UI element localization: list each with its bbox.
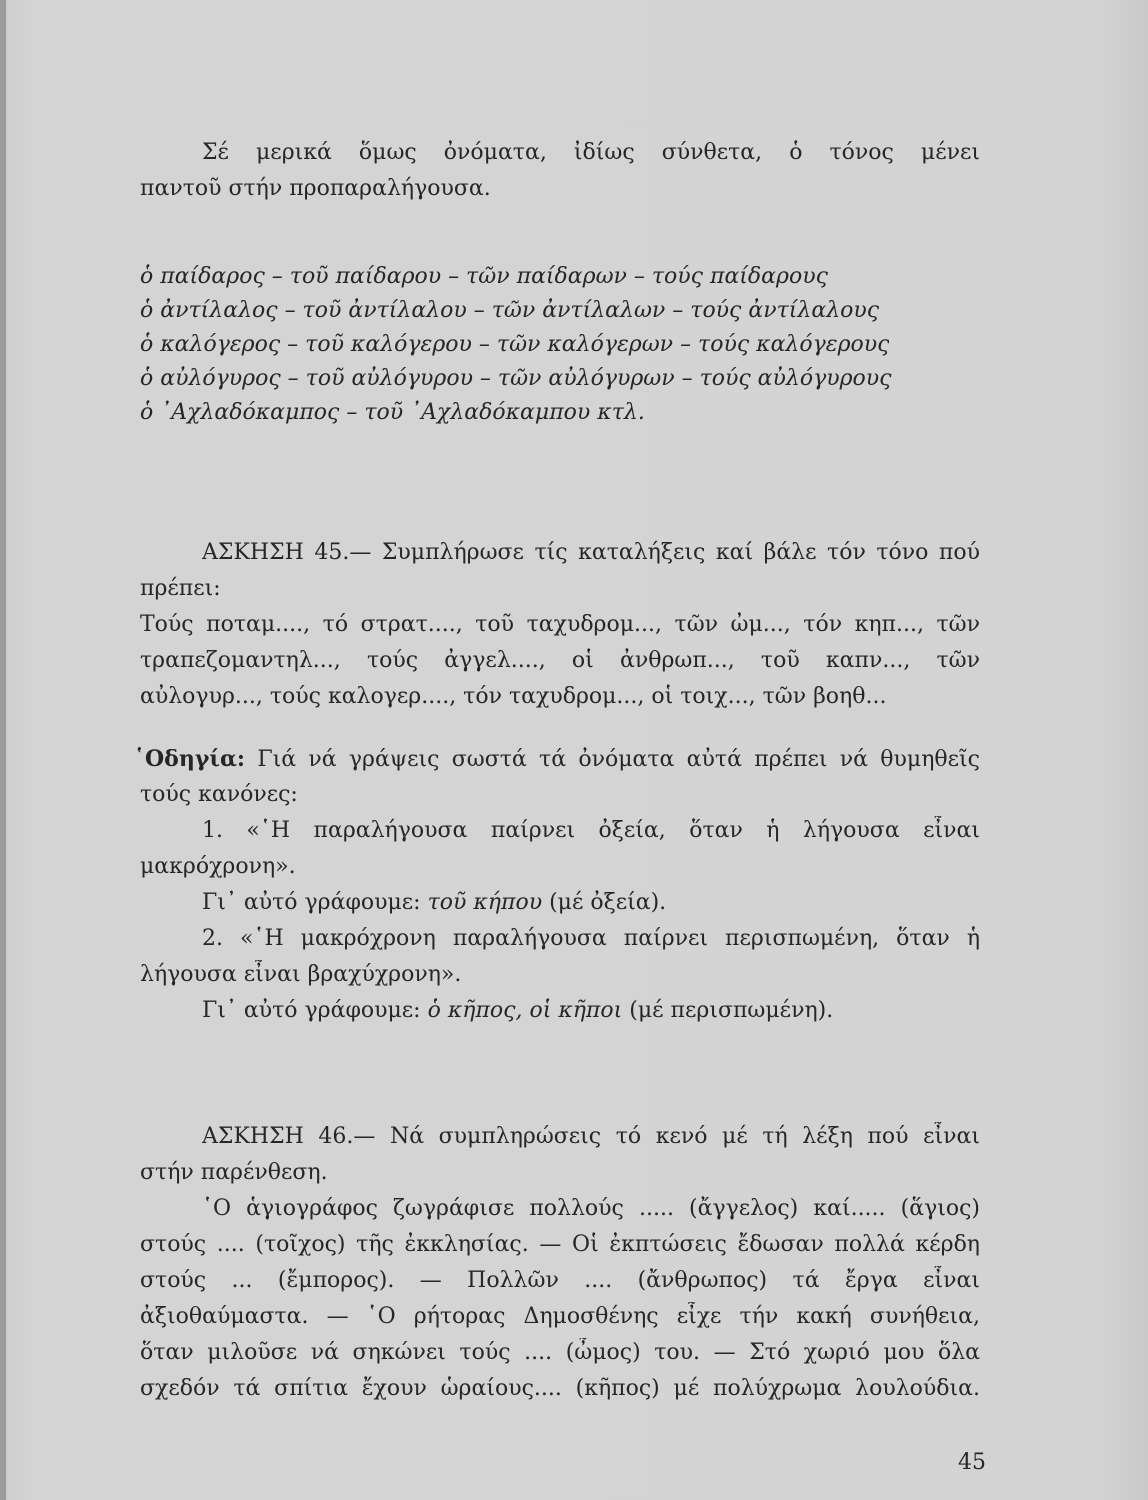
intro-paragraph — [140, 138, 980, 202]
exercise-46-heading: ΑΣΚΗΣΗ 46.— Νά συμπληρώσεις τό κενό μέ τή λέξη πού εἶναι — [202, 1124, 980, 1149]
guidance-section — [134, 744, 980, 1024]
example-1-suffix: (μέ ὀξεία). — [549, 890, 667, 915]
example-list — [140, 262, 980, 432]
example-1-prefix: Γι᾽ αὐτό γράφουμε: — [202, 890, 421, 915]
rule-1-continuation: μακρόχρονη». — [140, 854, 296, 879]
exercise-45-heading: ΑΣΚΗΣΗ 45.— Συμπλήρωσε τίς καταλήξεις καί βάλε τόν τόνο πού — [202, 540, 980, 565]
exercise-46 — [140, 1122, 980, 1412]
exercise-46-line: στούς .... (τοῖχος) τῆς ἐκκλησίας. — Οἱ ἐκπτώσεις ἔδωσαν πολλά κέρδη — [140, 1232, 980, 1257]
page-number: 45 — [958, 1450, 986, 1475]
rule-1: 1. «῾Η παραλήγουσα παίρνει ὀξεία, ὅταν ἡ λήγουσα εἶναι — [202, 818, 980, 843]
example-2-suffix: (μέ περισπωμένη). — [629, 998, 834, 1023]
example-line: ὁ αὐλόγυρος – τοῦ αὐλόγυρου – τῶν αὐλόγυρων – τούς αὐλόγυρους — [140, 366, 892, 391]
guidance-text: Γιά νά γράψεις σωστά τά ὀνόματα αὐτά πρέπει νά θυμηθεῖς — [257, 747, 980, 772]
guidance-label: ῾Οδηγία: — [134, 746, 246, 772]
exercise-46-line: στήν παρένθεση. — [140, 1160, 328, 1185]
example-2-prefix: Γι᾽ αὐτό γράφουμε: — [202, 998, 421, 1023]
exercise-45-line: πρέπει: — [140, 576, 221, 601]
exercise-46-line: σχεδόν τά σπίτια ἔχουν ὡραίους.... (κῆπος) μέ πολύχρωμα λουλούδια. — [140, 1376, 980, 1401]
intro-line: Σέ μερικά ὅμως ὀνόματα, ἰδίως σύνθετα, ὁ τόνος μένει — [202, 140, 980, 165]
example-line: ὁ ᾽Αχλαδόκαμπος – τοῦ ᾽Αχλαδόκαμπου κτλ. — [140, 400, 645, 425]
exercise-45-line: Τούς ποταμ...., τό στρατ...., τοῦ ταχυδρομ..., τῶν ὠμ..., τόν κηπ..., τῶν — [140, 612, 980, 637]
example-2 — [202, 996, 980, 1026]
exercise-46-line: ῾Ο ἁγιογράφος ζωγράφισε πολλούς ..... (ἄγγελος) καί..... (ἅγιος) — [202, 1196, 980, 1221]
exercise-46-line: ἀξιοθαύμαστα. — ῾Ο ρήτορας Δημοσθένης εἶχε τήν κακή συνήθεια, — [140, 1304, 980, 1329]
page-spine-edge — [0, 0, 6, 1500]
example-line: ὁ καλόγερος – τοῦ καλόγερου – τῶν καλόγερων – τούς καλόγερους — [140, 332, 890, 357]
example-line: ὁ παίδαρος – τοῦ παίδαρου – τῶν παίδαρων – τούς παίδαρους — [140, 264, 828, 289]
example-2-word: ὁ κῆπος, οἱ κῆποι — [427, 998, 623, 1023]
exercise-46-line: ὅταν μιλοῦσε νά σηκώνει τούς .... (ὦμος) του. — Στό χωριό μου ὅλα — [140, 1340, 980, 1365]
guidance-line: τούς κανόνες: — [140, 782, 298, 807]
exercise-45 — [140, 538, 980, 728]
example-1 — [202, 888, 980, 918]
guidance-line — [134, 744, 980, 775]
exercise-45-line: τραπεζομαντηλ..., τούς ἀγγελ...., οἱ ἀνθρωπ..., τοῦ καπν..., τῶν — [140, 648, 980, 673]
exercise-46-line: στούς ... (ἔμπορος). — Πολλῶν .... (ἄνθρωπος) τά ἔργα εἶναι — [140, 1268, 980, 1293]
intro-line: παντοῦ στήν προπαραλήγουσα. — [140, 176, 491, 201]
example-1-word: τοῦ κήπου — [427, 890, 543, 915]
rule-2-continuation: λήγουσα εἶναι βραχύχρονη». — [140, 962, 462, 987]
example-line: ὁ ἀντίλαλος – τοῦ ἀντίλαλου – τῶν ἀντίλαλων – τούς ἀντίλαλους — [140, 298, 880, 323]
rule-2: 2. «῾Η μακρόχρονη παραλήγουσα παίρνει περισπωμένη, ὅταν ἡ — [202, 926, 980, 951]
exercise-45-line: αὐλογυρ..., τούς καλογερ...., τόν ταχυδρομ..., οἱ τοιχ..., τῶν βοηθ... — [140, 684, 887, 709]
